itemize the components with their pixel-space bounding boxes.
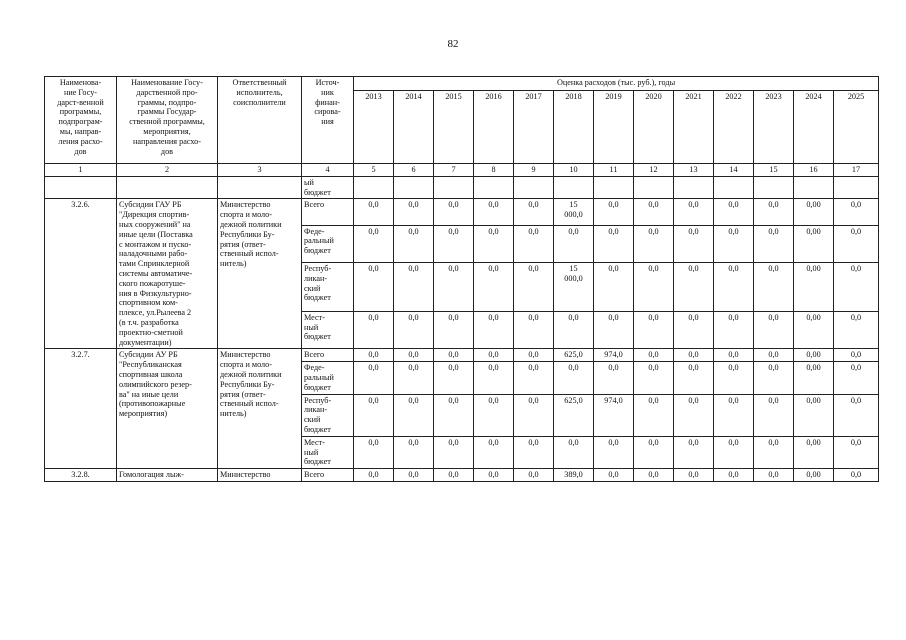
value-cell: 0,0 <box>594 311 634 349</box>
value-cell: 0,0 <box>634 349 674 362</box>
value-cell: 0,0 <box>594 263 634 312</box>
value-cell: 0,0 <box>754 436 794 468</box>
value-cell: 0,0 <box>674 362 714 394</box>
value-cell: 389,0 <box>554 469 594 482</box>
value-cell: 0,00 <box>794 469 834 482</box>
column-index-cell: 11 <box>594 164 634 177</box>
value-cell: 0,0 <box>634 362 674 394</box>
value-cell: 0,0 <box>354 263 394 312</box>
value-cell: 0,0 <box>434 394 474 436</box>
value-cell: 0,0 <box>394 225 434 262</box>
column-index-cell: 7 <box>434 164 474 177</box>
column-index-cell: 8 <box>474 164 514 177</box>
value-cell: 0,0 <box>474 199 514 225</box>
item-name-cell: Субсидии ГАУ РБ "Дирекция спортив- ных сооружений" на иные цели (Поставка с монтажом и пуско- наладочными рабо- тами Спринклерной системы автоматиче- ского пожаротуше- ния в Физкультурно- спортивном ком- плексе, ул.Рылеева 2 (в т.ч. разработка проектно-сметной документации) <box>117 199 218 349</box>
value-cell: 0,0 <box>634 394 674 436</box>
header-program-name: Наименова- ние Госу- дарст-венной программы, подпрограм- мы, направ- ления расхо- дов <box>45 77 117 164</box>
value-cell: 0,0 <box>754 362 794 394</box>
value-cell: 0,0 <box>634 311 674 349</box>
value-cell: 0,0 <box>474 225 514 262</box>
item-executor-cell: Министерство спорта и моло- дежной политики Республики Бу- рятия (ответ- ственный испол- нитель) <box>218 199 302 349</box>
value-cell: 0,0 <box>714 199 754 225</box>
value-cell: 0,0 <box>754 225 794 262</box>
value-cell: 0,0 <box>674 436 714 468</box>
value-cell: 0,0 <box>714 469 754 482</box>
item-code-cell: 3.2.8. <box>45 469 117 482</box>
column-index-cell: 2 <box>117 164 218 177</box>
value-cell: 0,0 <box>674 394 714 436</box>
value-cell: 0,0 <box>514 394 554 436</box>
value-cell: 0,0 <box>834 436 879 468</box>
header-year-cell: 2015 <box>434 91 474 164</box>
value-cell: 0,0 <box>554 436 594 468</box>
value-cell: 0,0 <box>394 349 434 362</box>
value-cell: 0,0 <box>514 362 554 394</box>
continuation-source-cell: ый бюджет <box>302 176 354 199</box>
value-cell: 0,00 <box>794 199 834 225</box>
value-cell: 0,0 <box>514 263 554 312</box>
value-cell: 0,0 <box>594 436 634 468</box>
value-cell: 0,00 <box>794 436 834 468</box>
header-year-cell: 2018 <box>554 91 594 164</box>
column-index-row <box>45 164 879 177</box>
header-funding-source: Источ- ник финан- сирова- ния <box>302 77 354 164</box>
header-year-cell: 2019 <box>594 91 634 164</box>
value-cell: 0,0 <box>594 469 634 482</box>
value-cell: 0,0 <box>474 362 514 394</box>
value-cell: 0,0 <box>474 349 514 362</box>
budget-table <box>44 76 879 482</box>
value-cell: 0,0 <box>834 362 879 394</box>
funding-source-cell: Всего <box>302 199 354 225</box>
funding-source-cell: Всего <box>302 469 354 482</box>
value-cell: 0,0 <box>834 225 879 262</box>
column-index-cell: 5 <box>354 164 394 177</box>
column-index-cell: 12 <box>634 164 674 177</box>
value-cell: 0,0 <box>674 469 714 482</box>
header-year-cell: 2013 <box>354 91 394 164</box>
value-cell: 0,0 <box>714 225 754 262</box>
value-cell: 0,0 <box>674 263 714 312</box>
value-cell: 0,0 <box>834 394 879 436</box>
value-cell: 0,0 <box>594 362 634 394</box>
continuation-row <box>45 176 879 199</box>
value-cell: 0,0 <box>834 349 879 362</box>
value-cell: 0,0 <box>394 263 434 312</box>
cell-empty <box>754 176 794 199</box>
column-index-cell: 10 <box>554 164 594 177</box>
column-index-cell: 1 <box>45 164 117 177</box>
header-year-cell: 2016 <box>474 91 514 164</box>
value-cell: 0,0 <box>754 311 794 349</box>
value-cell: 625,0 <box>554 394 594 436</box>
cell-empty <box>394 176 434 199</box>
value-cell: 0,0 <box>834 199 879 225</box>
value-cell: 0,0 <box>834 311 879 349</box>
value-cell: 0,0 <box>514 469 554 482</box>
cell-empty <box>434 176 474 199</box>
table-row <box>45 199 879 225</box>
item-code-cell: 3.2.6. <box>45 199 117 349</box>
value-cell: 0,00 <box>794 349 834 362</box>
value-cell: 0,0 <box>554 225 594 262</box>
value-cell: 0,0 <box>514 225 554 262</box>
value-cell: 0,0 <box>474 436 514 468</box>
column-index-cell: 16 <box>794 164 834 177</box>
value-cell: 0,0 <box>514 199 554 225</box>
cell-empty <box>474 176 514 199</box>
value-cell: 0,0 <box>714 349 754 362</box>
value-cell: 0,0 <box>394 199 434 225</box>
value-cell: 0,0 <box>354 362 394 394</box>
value-cell: 0,0 <box>754 349 794 362</box>
value-cell: 0,00 <box>794 394 834 436</box>
value-cell: 0,00 <box>794 263 834 312</box>
value-cell: 0,0 <box>594 225 634 262</box>
value-cell: 15 000,0 <box>554 263 594 312</box>
header-executor: Ответственный исполнитель, соисполнители <box>218 77 302 164</box>
value-cell: 974,0 <box>594 349 634 362</box>
cell-empty <box>674 176 714 199</box>
value-cell: 0,0 <box>754 263 794 312</box>
value-cell: 0,0 <box>474 394 514 436</box>
value-cell: 0,0 <box>354 436 394 468</box>
value-cell: 0,0 <box>354 469 394 482</box>
cell-empty <box>594 176 634 199</box>
value-cell: 0,0 <box>634 199 674 225</box>
cell-empty <box>794 176 834 199</box>
value-cell: 0,0 <box>514 311 554 349</box>
value-cell: 0,0 <box>674 349 714 362</box>
value-cell: 0,0 <box>674 311 714 349</box>
value-cell: 0,0 <box>634 469 674 482</box>
header-year-cell: 2024 <box>794 91 834 164</box>
funding-source-cell: Мест- ный бюджет <box>302 436 354 468</box>
value-cell: 0,0 <box>354 311 394 349</box>
value-cell: 0,0 <box>514 349 554 362</box>
value-cell: 0,00 <box>794 311 834 349</box>
value-cell: 0,0 <box>514 436 554 468</box>
value-cell: 0,0 <box>434 362 474 394</box>
item-code-cell: 3.2.7. <box>45 349 117 469</box>
value-cell: 0,0 <box>394 362 434 394</box>
column-index-cell: 4 <box>302 164 354 177</box>
value-cell: 0,0 <box>354 199 394 225</box>
value-cell: 0,0 <box>434 311 474 349</box>
value-cell: 974,0 <box>594 394 634 436</box>
column-index-cell: 9 <box>514 164 554 177</box>
funding-source-cell: Всего <box>302 349 354 362</box>
page-number: 82 <box>447 38 459 50</box>
value-cell: 0,0 <box>474 263 514 312</box>
value-cell: 0,0 <box>394 469 434 482</box>
value-cell: 0,0 <box>634 225 674 262</box>
value-cell: 0,0 <box>434 349 474 362</box>
funding-source-cell: Мест- ный бюджет <box>302 311 354 349</box>
cell-empty <box>117 176 218 199</box>
column-index-cell: 14 <box>714 164 754 177</box>
funding-source-cell: Феде- ральный бюджет <box>302 362 354 394</box>
header-year-cell: 2021 <box>674 91 714 164</box>
item-name-cell: Субсидии АУ РБ "Республиканская спортивная школа олимпийского резер- ва" на иные цели (противопожарные мероприятия) <box>117 349 218 469</box>
table-row <box>45 469 879 482</box>
value-cell: 0,0 <box>674 225 714 262</box>
item-executor-cell: Министерство <box>218 469 302 482</box>
value-cell: 0,0 <box>554 362 594 394</box>
item-executor-cell: Министерство спорта и моло- дежной политики Республики Бу- рятия (ответ- ственный испол- нитель) <box>218 349 302 469</box>
value-cell: 0,0 <box>354 225 394 262</box>
value-cell: 0,0 <box>754 199 794 225</box>
cell-empty <box>634 176 674 199</box>
cell-empty <box>514 176 554 199</box>
cell-empty <box>554 176 594 199</box>
header-subprogram-name: Наименование Госу- дарственной про- граммы, подпро- граммы Государ- ственной программы, мероприятия, направления расхо- дов <box>117 77 218 164</box>
value-cell: 0,0 <box>714 311 754 349</box>
header-year-cell: 2020 <box>634 91 674 164</box>
value-cell: 15 000,0 <box>554 199 594 225</box>
value-cell: 0,0 <box>434 199 474 225</box>
value-cell: 0,0 <box>634 263 674 312</box>
table-row <box>45 349 879 362</box>
header-year-cell: 2025 <box>834 91 879 164</box>
header-year-cell: 2022 <box>714 91 754 164</box>
value-cell: 0,0 <box>474 311 514 349</box>
column-index-cell: 6 <box>394 164 434 177</box>
header-year-cell: 2023 <box>754 91 794 164</box>
value-cell: 0,0 <box>594 199 634 225</box>
value-cell: 0,0 <box>714 362 754 394</box>
cell-empty <box>45 176 117 199</box>
value-cell: 0,0 <box>394 436 434 468</box>
header-row <box>45 77 879 91</box>
cell-empty <box>714 176 754 199</box>
value-cell: 0,0 <box>714 436 754 468</box>
cell-empty <box>834 176 879 199</box>
item-name-cell: Гомологация лыж- <box>117 469 218 482</box>
value-cell: 0,0 <box>394 394 434 436</box>
value-cell: 0,0 <box>834 263 879 312</box>
column-index-cell: 15 <box>754 164 794 177</box>
header-year-cell: 2014 <box>394 91 434 164</box>
value-cell: 0,0 <box>754 469 794 482</box>
value-cell: 0,0 <box>434 263 474 312</box>
value-cell: 0,0 <box>394 311 434 349</box>
value-cell: 0,0 <box>474 469 514 482</box>
column-index-cell: 13 <box>674 164 714 177</box>
value-cell: 0,0 <box>434 225 474 262</box>
column-index-cell: 17 <box>834 164 879 177</box>
value-cell: 0,0 <box>554 311 594 349</box>
value-cell: 0,00 <box>794 225 834 262</box>
header-expense-estimate: Оценка расходов (тыс. руб.), годы <box>354 77 879 91</box>
funding-source-cell: Респуб- ликан- ский бюджет <box>302 263 354 312</box>
value-cell: 0,0 <box>354 394 394 436</box>
value-cell: 625,0 <box>554 349 594 362</box>
cell-empty <box>218 176 302 199</box>
value-cell: 0,0 <box>434 469 474 482</box>
value-cell: 0,0 <box>714 394 754 436</box>
header-year-cell: 2017 <box>514 91 554 164</box>
value-cell: 0,0 <box>434 436 474 468</box>
value-cell: 0,0 <box>354 349 394 362</box>
value-cell: 0,0 <box>754 394 794 436</box>
value-cell: 0,0 <box>674 199 714 225</box>
value-cell: 0,0 <box>634 436 674 468</box>
column-index-cell: 3 <box>218 164 302 177</box>
value-cell: 0,00 <box>794 362 834 394</box>
funding-source-cell: Респуб- ликан- ский бюджет <box>302 394 354 436</box>
value-cell: 0,0 <box>714 263 754 312</box>
value-cell: 0,0 <box>834 469 879 482</box>
cell-empty <box>354 176 394 199</box>
funding-source-cell: Феде- ральный бюджет <box>302 225 354 262</box>
